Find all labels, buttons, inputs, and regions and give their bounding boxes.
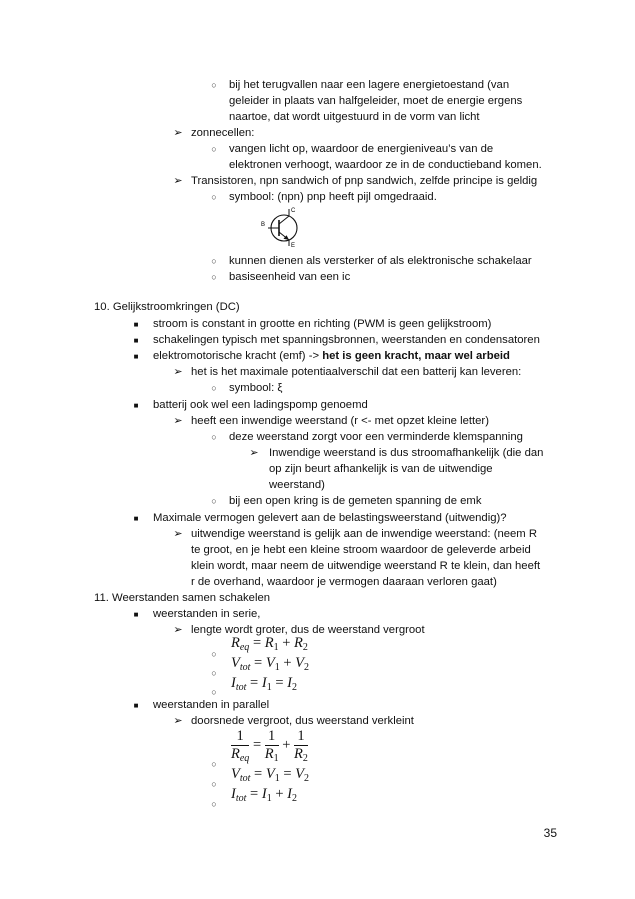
bullet-circle-icon: ○ — [211, 779, 217, 789]
bullet-circle-icon: ○ — [211, 192, 217, 202]
fraction: $\frac{1}{R_1}$ — [264, 728, 279, 764]
bullet-arrow-icon: ➢ — [173, 415, 183, 427]
bullet-square-icon: ■ — [133, 610, 139, 619]
bullet-square-icon: ■ — [133, 336, 139, 345]
bullet-circle-icon: ○ — [211, 272, 217, 282]
bullet-circle-icon: ○ — [211, 383, 217, 393]
bold-text: het is geen kracht, maar wel arbeid — [322, 350, 510, 362]
bullet-arrow-icon: ➢ — [173, 528, 183, 540]
text-line: weerstanden in serie, — [153, 608, 261, 620]
formula-series-resistance: $R_{eq} = R_1 + R_2$ — [231, 635, 308, 653]
text-line: basiseenheid van een ic — [229, 271, 351, 283]
bullet-arrow-icon: ➢ — [173, 175, 183, 187]
text-line: heeft een inwendige weerstand (r <- met opzet kleine letter) — [191, 415, 489, 427]
formula-series-voltage: $V_{tot} = V_1 + V_2$ — [231, 655, 310, 673]
bullet-circle-icon: ○ — [211, 649, 217, 659]
text-line: zonnecellen: — [191, 127, 255, 139]
text-line: geleider in plaats van halfgeleider, moet de energie ergens — [229, 95, 523, 107]
text-line: batterij ook wel een ladingspomp genoemd — [153, 399, 368, 411]
bullet-circle-icon: ○ — [211, 432, 217, 442]
bullet-arrow-icon: ➢ — [173, 624, 183, 636]
text-line: Inwendige weerstand is dus stroomafhankelijk (die dan — [269, 447, 544, 459]
text-line: Maximale vermogen gelevert aan de belastingsweerstand (uitwendig)? — [153, 512, 507, 524]
text-line: op zijn beurt afhankelijk is van de uitwendige — [269, 463, 493, 475]
formula-parallel-resistance: $\frac{1}{R_{eq}}$ = $\frac{1}{R_1}$ + $\frac{1}{R_2}$ — [231, 728, 308, 764]
formula-parallel-current: $I_{tot} = I_1 + I_2$ — [231, 786, 297, 804]
text-line: lengte wordt groter, dus de weerstand vergroot — [191, 624, 425, 636]
bullet-square-icon: ■ — [133, 352, 139, 361]
text-run: elektromotorische kracht (emf) -> — [153, 350, 323, 362]
bullet-square-icon: ■ — [133, 320, 139, 329]
bullet-circle-icon: ○ — [211, 799, 217, 809]
bullet-circle-icon: ○ — [211, 144, 217, 154]
text-line: het is het maximale potentiaalverschil dat een batterij kan leveren: — [191, 366, 522, 378]
base-label: B — [261, 222, 266, 228]
text-line: Transistoren, npn sandwich of pnp sandwich, zelfde principe is geldig — [191, 175, 538, 187]
text-line: uitwendige weerstand is gelijk aan de inwendige weerstand: (neem R — [191, 528, 538, 540]
text-line: te groot, en je hebt een kleine stroom waardoor de geleverde arbeid — [191, 544, 531, 556]
text-line: deze weerstand zorgt voor een verminderde klemspanning — [229, 431, 523, 443]
formula-parallel-voltage: $V_{tot} = V_1 = V_2$ — [231, 766, 310, 784]
text-line: stroom is constant in grootte en richting (PWM is geen gelijkstroom) — [153, 318, 492, 330]
text-line: schakelingen typisch met spanningsbronnen, weerstanden en condensatoren — [153, 334, 540, 346]
bullet-arrow-icon: ➢ — [173, 715, 183, 727]
bullet-circle-icon: ○ — [211, 496, 217, 506]
text-line: kunnen dienen als versterker of als elektronische schakelaar — [229, 255, 532, 267]
bullet-arrow-icon: ➢ — [173, 127, 183, 139]
bullet-circle-icon: ○ — [211, 668, 217, 678]
bullet-arrow-icon: ➢ — [173, 366, 183, 378]
fraction: $\frac{1}{R_{eq}}$ — [231, 728, 250, 764]
text-line — [153, 349, 510, 364]
bullet-square-icon: ■ — [133, 701, 139, 710]
bullet-circle-icon: ○ — [211, 759, 217, 769]
text-line: symbool: (npn) pnp heeft pijl omgedraaid. — [229, 191, 437, 203]
text-line: bij het terugvallen naar een lagere energietoestand (van — [229, 79, 510, 91]
text-line: elektronen verhoogt, waardoor ze in de conductieband komen. — [229, 159, 542, 171]
bullet-circle-icon: ○ — [211, 687, 217, 697]
bullet-arrow-icon: ➢ — [249, 447, 259, 459]
section-heading: 11. Weerstanden samen schakelen — [94, 592, 271, 604]
collector-label: C — [291, 208, 296, 214]
text-line: naartoe, dat wordt uitgestuurd in de vorm van licht — [229, 111, 480, 123]
text-line: klein wordt, maar neem de uitwendige weerstand R te klein, dan heeft — [191, 560, 541, 572]
text-line: symbool: ξ — [229, 382, 283, 394]
text-line: weerstand) — [269, 479, 325, 491]
text-line: doorsnede vergroot, dus weerstand verkleint — [191, 715, 414, 727]
text-line: bij een open kring is de gemeten spanning de emk — [229, 495, 482, 507]
transistor-symbol-icon — [258, 205, 306, 249]
fraction: $\frac{1}{R_2}$ — [294, 728, 308, 764]
emitter-label: E — [291, 243, 296, 249]
bullet-circle-icon: ○ — [211, 80, 217, 90]
text-line: vangen licht op, waardoor de energieniveau’s van de — [229, 143, 494, 155]
text-line: weerstanden in parallel — [153, 699, 270, 711]
bullet-square-icon: ■ — [133, 401, 139, 410]
bullet-square-icon: ■ — [133, 514, 139, 523]
bullet-circle-icon: ○ — [211, 256, 217, 266]
text-line: r de overhand, waardoor je vermogen daaraan verloren gaat) — [191, 576, 497, 588]
page-number: 35 — [543, 826, 557, 840]
formula-series-current: $I_{tot} = I_1 = I_2$ — [231, 675, 297, 693]
section-heading: 10. Gelijkstroomkringen (DC) — [94, 301, 240, 313]
